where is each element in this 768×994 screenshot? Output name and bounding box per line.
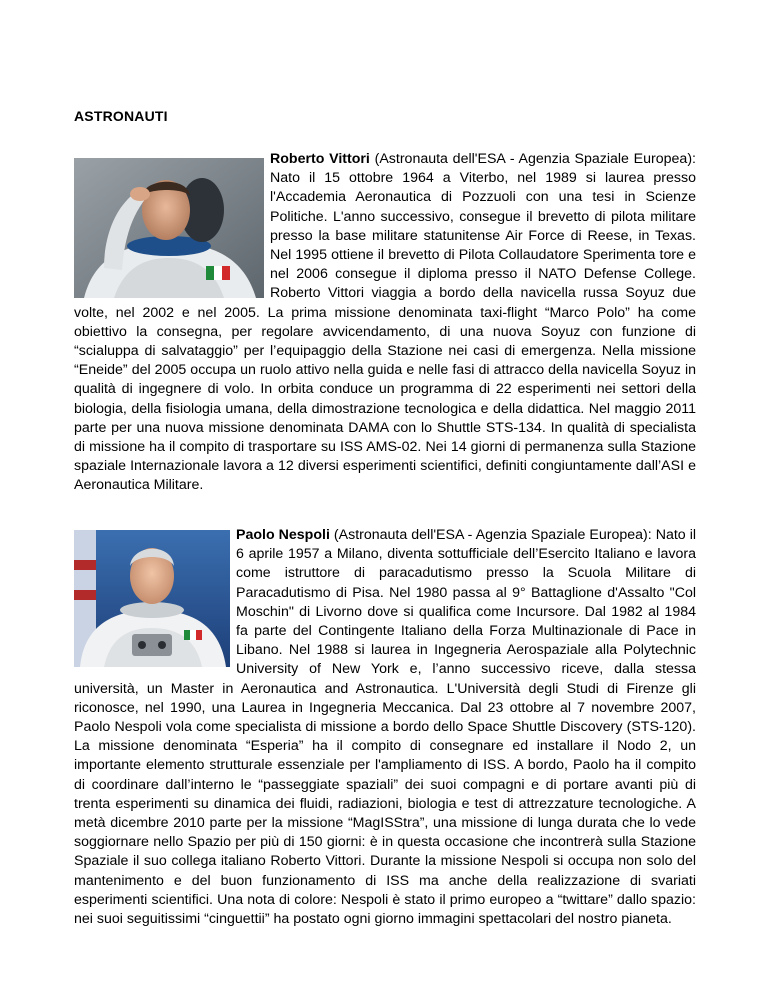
astronaut-photo-vittori <box>74 158 264 298</box>
bio-name: Paolo Nespoli <box>236 527 330 543</box>
bio-text: Nato il 15 ottobre 1964 a Viterbo, nel 1989 si laurea presso l'Accademia Aeronautica di Pozzuoli con una tesi in Scienze Politiche. L'anno successivo, consegue il brevetto di pilota militare presso la base militare statunitense Air Force di Reese, in Texas. Nel 1995 ottiene il brevetto di Pilota Collaudatore Sperimenta tore e nel 2006 consegue il diploma presso il NATO Defense College. Roberto Vittori viaggia a bordo della navicella russa Soyuz due volte, nel 2002 e nel 2005. La prima missione denominata taxi-flight “Marco Polo” ha come obiettivo la consegna, per regolare avvicendamento, di una nuova Soyuz con funzione di “scialuppa di salvataggio” per l’equipaggio della Stazione nei casi di emergenza. Nella missione “Eneide” del 2005 occupa un ruolo attivo nella guida e nelle fasi di attracco della navicella Soyuz in qualità di ingegnere di volo. In orbita conduce un programma di 22 esperimenti nei settori della biologia, della fisiologia umana, della dimostrazione tecnologica e della didattica. Nel maggio 2011 parte per una nuova missione denominata DAMA con lo Shuttle STS-134. In qualità di specialista di missione ha il compito di trasportare su ISS AMS-02. Nei 14 giorni di permanenza sulla Stazione spaziale Internazionale lavora a 12 diversi esperimenti scientifici, definiti congiuntamente dall’ASI e Aeronautica Militare. <box>74 170 696 494</box>
page-heading: ASTRONAUTI <box>74 108 168 124</box>
bio-paolo-nespoli <box>74 526 696 929</box>
bio-text: Nato il 6 aprile 1957 a Milano, diventa sottufficiale dell’Esercito Italiano e lavora come istruttore di paracadutismo presso la Scuola Militare di Paracadutismo di Pisa. Nel 1980 passa al 9° Battaglione d'Assalto "Col Moschin" di Livorno dove si qualifica come Incursore. Dal 1982 al 1984 fa parte del Contingente Italiano della Forza Multinazionale di Pace in Libano. Nel 1988 si laurea in Ingegneria Aerospaziale alla Polytechnic University of New York e, l’anno successivo riceve, dalla stessa università, un Master in Aeronautica and Astronautica. L'Università degli Studi di Firenze gli riconosce, nel 1990, una Laurea in Ingegneria Meccanica. Dal 23 ottobre al 7 novembre 2007, Paolo Nespoli vola come specialista di missione a bordo dello Space Shuttle Discovery (STS-120). La missione denominata “Esperia” ha il compito di consegnare ed installare il Nodo 2, un importante elemento strutturale essenziale per l'ampliamento di ISS. A bordo, Paolo ha il compito di coordinare dall’interno le “passeggiate spaziali” dei suoi compagni e di portare avanti più di trenta esperimenti su dinamica dei fluidi, radiazioni, biologia e test di attrezzature tecnologiche. A metà dicembre 2010 parte per la missione “MagISStra”, una missione di lunga durata che lo vede soggiornare nello Spazio per più di 150 giorni: è in questa occasione che incontrerà sulla Stazione Spaziale il suo collega italiano Roberto Vittori. Durante la missione Nespoli si occupa non solo del mantenimento e del buon funzionamento di ISS ma anche della realizzazione di svariati esperimenti scientifici. Una nota di colore: Nespoli è stato il primo europeo a “twittare” dallo spazio: nei suoi seguitissimi “cinguettii” ha postato ogni giorno immagini spettacolari del nostro pianeta. <box>74 527 696 928</box>
astronaut-photo-nespoli <box>74 530 230 667</box>
bio-roberto-vittori <box>74 150 696 496</box>
bio-affiliation: (Astronauta dell'ESA - Agenzia Spaziale Europea): <box>329 527 656 543</box>
bio-affiliation: (Astronauta dell'ESA - Agenzia Spaziale Europea): <box>369 151 696 167</box>
bio-name: Roberto Vittori <box>270 151 370 167</box>
